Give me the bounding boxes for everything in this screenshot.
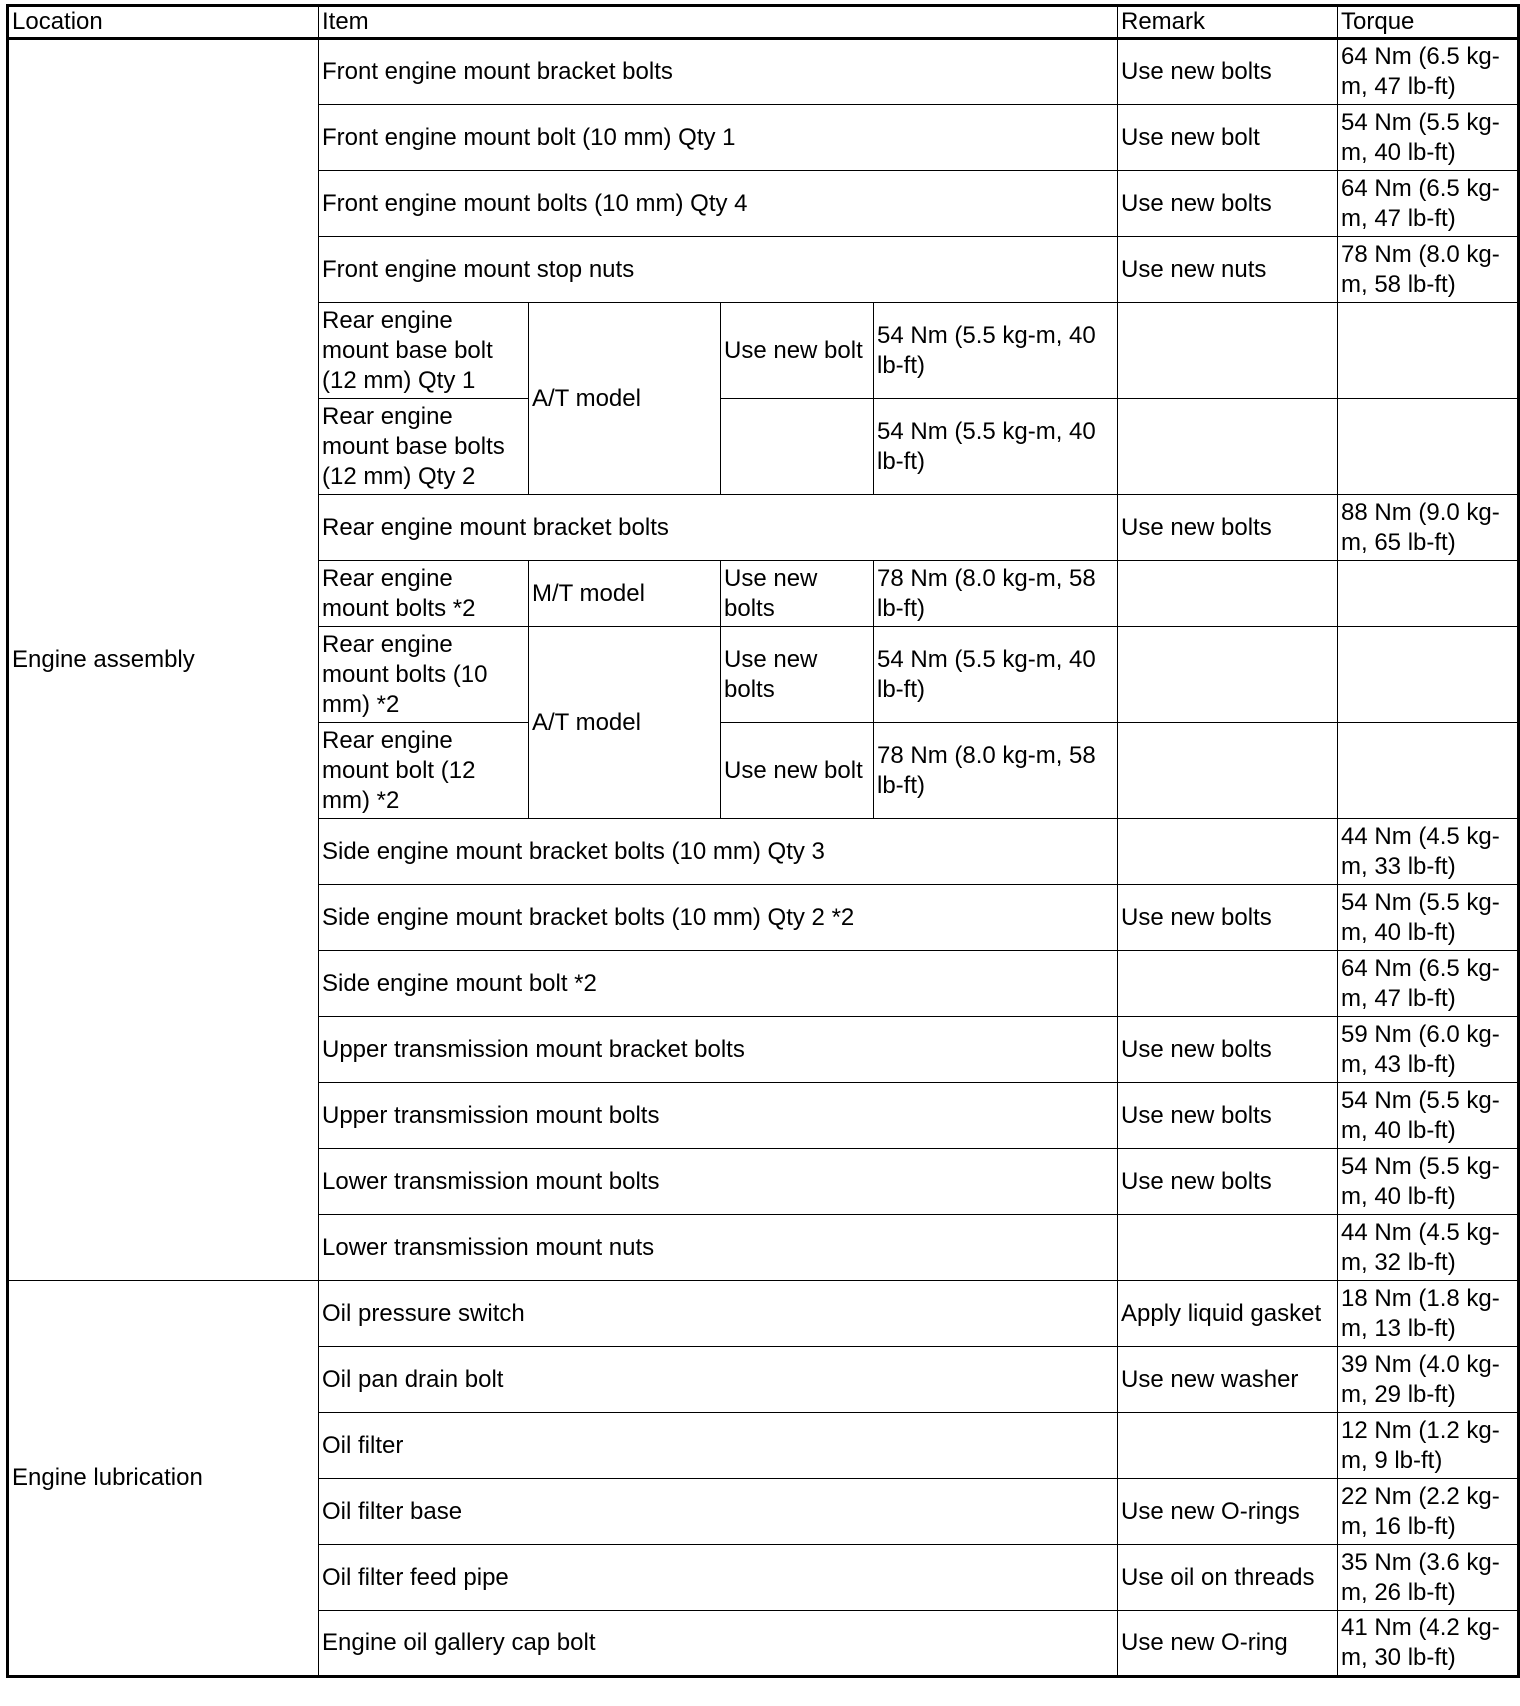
item-cell: Engine oil gallery cap bolt	[319, 1611, 1118, 1677]
header-item: Item	[319, 6, 1118, 39]
item-cell: Upper transmission mount bolts	[319, 1083, 1118, 1149]
remark-cell: Use oil on threads	[1118, 1545, 1338, 1611]
empty-cell	[1118, 627, 1338, 723]
empty-cell	[1338, 303, 1519, 399]
torque-cell: 39 Nm (4.0 kg-m, 29 lb-ft)	[1338, 1347, 1519, 1413]
torque-spec-table	[6, 4, 1520, 1678]
item-cell: Rear engine mount base bolts (12 mm) Qty 2	[319, 399, 529, 495]
remark-cell: Use new bolt	[721, 723, 874, 819]
remark-cell	[1118, 1413, 1338, 1479]
torque-cell: 22 Nm (2.2 kg-m, 16 lb-ft)	[1338, 1479, 1519, 1545]
item-cell: Front engine mount bracket bolts	[319, 39, 1118, 105]
item-cell: Upper transmission mount bracket bolts	[319, 1017, 1118, 1083]
remark-cell: Apply liquid gasket	[1118, 1281, 1338, 1347]
remark-cell: Use new bolts	[1118, 39, 1338, 105]
table-row	[8, 39, 1519, 105]
header-location: Location	[8, 6, 319, 39]
item-cell: Rear engine mount bolt (12 mm) *2	[319, 723, 529, 819]
torque-cell: 54 Nm (5.5 kg-m, 40 lb-ft)	[1338, 1149, 1519, 1215]
torque-cell: 44 Nm (4.5 kg-m, 33 lb-ft)	[1338, 819, 1519, 885]
item-cell: Rear engine mount base bolt (12 mm) Qty 1	[319, 303, 529, 399]
empty-cell	[1338, 561, 1519, 627]
remark-cell: Use new bolts	[1118, 885, 1338, 951]
remark-cell: Use new bolt	[1118, 105, 1338, 171]
header-remark: Remark	[1118, 6, 1338, 39]
item-cell: Side engine mount bolt *2	[319, 951, 1118, 1017]
empty-cell	[1118, 723, 1338, 819]
remark-cell: Use new bolts	[1118, 495, 1338, 561]
remark-cell	[1118, 819, 1338, 885]
torque-cell: 78 Nm (8.0 kg-m, 58 lb-ft)	[874, 561, 1118, 627]
model-cell: A/T model	[529, 303, 721, 495]
torque-cell: 54 Nm (5.5 kg-m, 40 lb-ft)	[874, 399, 1118, 495]
location-cell: Engine lubrication	[8, 1281, 319, 1677]
remark-cell	[721, 399, 874, 495]
item-cell: Side engine mount bracket bolts (10 mm) Qty 2 *2	[319, 885, 1118, 951]
header-torque: Torque	[1338, 6, 1519, 39]
torque-cell: 59 Nm (6.0 kg-m, 43 lb-ft)	[1338, 1017, 1519, 1083]
torque-cell: 64 Nm (6.5 kg-m, 47 lb-ft)	[1338, 171, 1519, 237]
item-cell: Rear engine mount bracket bolts	[319, 495, 1118, 561]
empty-cell	[1338, 723, 1519, 819]
table-row	[8, 1281, 1519, 1347]
torque-cell: 54 Nm (5.5 kg-m, 40 lb-ft)	[1338, 885, 1519, 951]
item-cell: Front engine mount stop nuts	[319, 237, 1118, 303]
remark-cell: Use new bolts	[721, 561, 874, 627]
torque-cell: 18 Nm (1.8 kg-m, 13 lb-ft)	[1338, 1281, 1519, 1347]
item-cell: Lower transmission mount bolts	[319, 1149, 1118, 1215]
item-cell: Oil filter	[319, 1413, 1118, 1479]
remark-cell: Use new bolts	[1118, 1083, 1338, 1149]
torque-cell: 78 Nm (8.0 kg-m, 58 lb-ft)	[874, 723, 1118, 819]
torque-cell: 44 Nm (4.5 kg-m, 32 lb-ft)	[1338, 1215, 1519, 1281]
torque-cell: 12 Nm (1.2 kg-m, 9 lb-ft)	[1338, 1413, 1519, 1479]
item-cell: Rear engine mount bolts (10 mm) *2	[319, 627, 529, 723]
empty-cell	[1118, 399, 1338, 495]
torque-cell: 35 Nm (3.6 kg-m, 26 lb-ft)	[1338, 1545, 1519, 1611]
remark-cell	[1118, 951, 1338, 1017]
torque-cell: 54 Nm (5.5 kg-m, 40 lb-ft)	[1338, 105, 1519, 171]
torque-cell: 64 Nm (6.5 kg-m, 47 lb-ft)	[1338, 39, 1519, 105]
empty-cell	[1118, 561, 1338, 627]
empty-cell	[1338, 399, 1519, 495]
remark-cell: Use new washer	[1118, 1347, 1338, 1413]
remark-cell: Use new O-ring	[1118, 1611, 1338, 1677]
item-cell: Oil pan drain bolt	[319, 1347, 1118, 1413]
remark-cell: Use new nuts	[1118, 237, 1338, 303]
torque-cell: 78 Nm (8.0 kg-m, 58 lb-ft)	[1338, 237, 1519, 303]
item-cell: Oil filter base	[319, 1479, 1118, 1545]
item-cell: Rear engine mount bolts *2	[319, 561, 529, 627]
torque-cell: 41 Nm (4.2 kg-m, 30 lb-ft)	[1338, 1611, 1519, 1677]
location-cell: Engine assembly	[8, 39, 319, 1281]
remark-cell	[1118, 1215, 1338, 1281]
model-cell: M/T model	[529, 561, 721, 627]
torque-cell: 88 Nm (9.0 kg-m, 65 lb-ft)	[1338, 495, 1519, 561]
table-header-row	[8, 6, 1519, 39]
item-cell: Front engine mount bolts (10 mm) Qty 4	[319, 171, 1118, 237]
torque-cell: 54 Nm (5.5 kg-m, 40 lb-ft)	[874, 627, 1118, 723]
torque-cell: 54 Nm (5.5 kg-m, 40 lb-ft)	[1338, 1083, 1519, 1149]
torque-cell: 54 Nm (5.5 kg-m, 40 lb-ft)	[874, 303, 1118, 399]
remark-cell: Use new bolt	[721, 303, 874, 399]
item-cell: Oil filter feed pipe	[319, 1545, 1118, 1611]
item-cell: Oil pressure switch	[319, 1281, 1118, 1347]
item-cell: Front engine mount bolt (10 mm) Qty 1	[319, 105, 1118, 171]
empty-cell	[1118, 303, 1338, 399]
remark-cell: Use new O-rings	[1118, 1479, 1338, 1545]
remark-cell: Use new bolts	[1118, 171, 1338, 237]
item-cell: Lower transmission mount nuts	[319, 1215, 1118, 1281]
item-cell: Side engine mount bracket bolts (10 mm) Qty 3	[319, 819, 1118, 885]
model-cell: A/T model	[529, 627, 721, 819]
empty-cell	[1338, 627, 1519, 723]
torque-cell: 64 Nm (6.5 kg-m, 47 lb-ft)	[1338, 951, 1519, 1017]
remark-cell: Use new bolts	[721, 627, 874, 723]
remark-cell: Use new bolts	[1118, 1017, 1338, 1083]
remark-cell: Use new bolts	[1118, 1149, 1338, 1215]
